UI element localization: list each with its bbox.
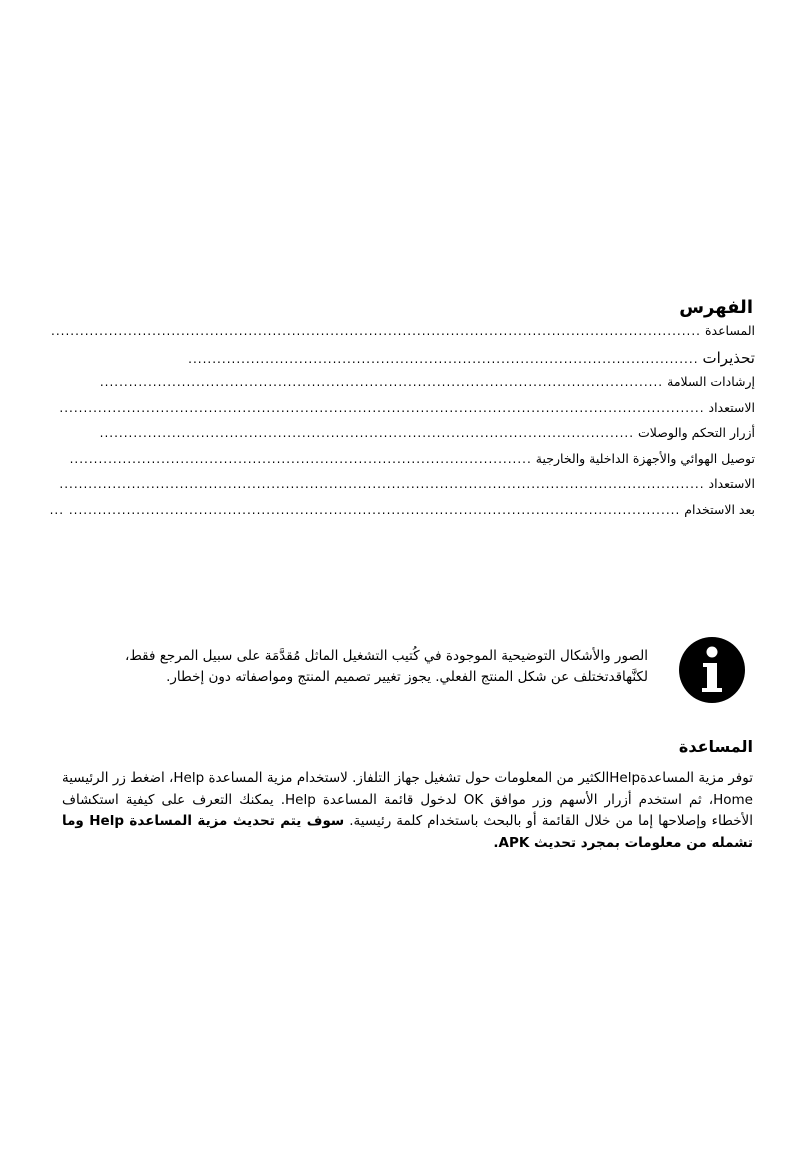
disclaimer-notice [60, 637, 753, 707]
disclaimer-line-1: الصور والأشكال التوضيحية الموجودة في كُتيب التشغيل الماثل مُقدَّمَة على سبيل المرجع فقط، [124, 648, 648, 664]
toc-title: الفهرس [679, 297, 753, 318]
toc-entry-label: أزرار التحكم والوصلات [638, 425, 755, 440]
toc-entry-label: إرشادات السلامة [667, 374, 755, 389]
toc-leader-dots: ................................................................................................ [69, 451, 532, 466]
toc-entry-help[interactable] [51, 323, 755, 349]
toc-entry-label: الاستعداد [708, 399, 755, 415]
info-icon [679, 637, 745, 703]
help-section-body [62, 768, 753, 854]
toc-leader-dots: ....................................................................................................................................... [51, 324, 701, 338]
table-of-contents [49, 323, 755, 527]
toc-entry-warnings[interactable] [115, 349, 755, 375]
help-body-regular: توفر مزية المساعدةHelpالكثير من المعلومات حول تشغيل جهاز التلفاز. لاستخدام مزية المساعدة Help، اضغط زر الرئيسية Home، ثم استخدم أزرار الأسهم وزر موافق OK لدخول قائمة المساعدة Help. يمكنك التعرف على كيفية استكشاف الأخطاء وإصلاحها إما من خلال القائمة أو بالبحث باستخدام كلمة رئيسية. [62, 770, 753, 829]
toc-leader-dots: ............................................................................................................... [99, 426, 635, 440]
toc-entry-label: تحذيرات [702, 348, 755, 367]
disclaimer-line-2: لكنَّهاقدتختلف عن شكل المنتج الفعلي. يجوز تغيير تصميم المنتج ومواصفاته دون إخطار. [166, 669, 648, 685]
toc-entry-controls[interactable] [99, 425, 755, 451]
toc-leader-dots: ... ............................................................................................................................... [49, 502, 681, 517]
toc-entry-antenna[interactable] [69, 450, 755, 477]
help-body-bold: سوف يتم تحديث مزية المساعدة Help وما تشمله من معلومات بمجرد تحديث APK. [62, 813, 753, 851]
toc-leader-dots: ...................................................................................................................................... [59, 400, 705, 415]
toc-leader-dots: .......................................................................................................... [188, 351, 699, 366]
toc-entry-label: بعد الاستخدام [684, 501, 755, 517]
toc-leader-dots: ..................................................................................................................... [99, 375, 664, 389]
toc-entry-label: توصيل الهوائي والأجهزة الداخلية والخارجية [535, 450, 755, 466]
toc-entry-safety[interactable] [99, 374, 755, 400]
disclaimer-text [60, 646, 648, 688]
toc-entry-preparation[interactable] [59, 399, 755, 426]
toc-entry-label: الاستعداد [708, 476, 755, 491]
toc-entry-label: المساعدة [704, 323, 755, 338]
toc-entry-after-use[interactable] [49, 501, 755, 528]
toc-entry-preparation-2[interactable] [59, 476, 755, 502]
toc-leader-dots: ...................................................................................................................................... [59, 477, 705, 491]
help-section-title: المساعدة [678, 737, 753, 756]
